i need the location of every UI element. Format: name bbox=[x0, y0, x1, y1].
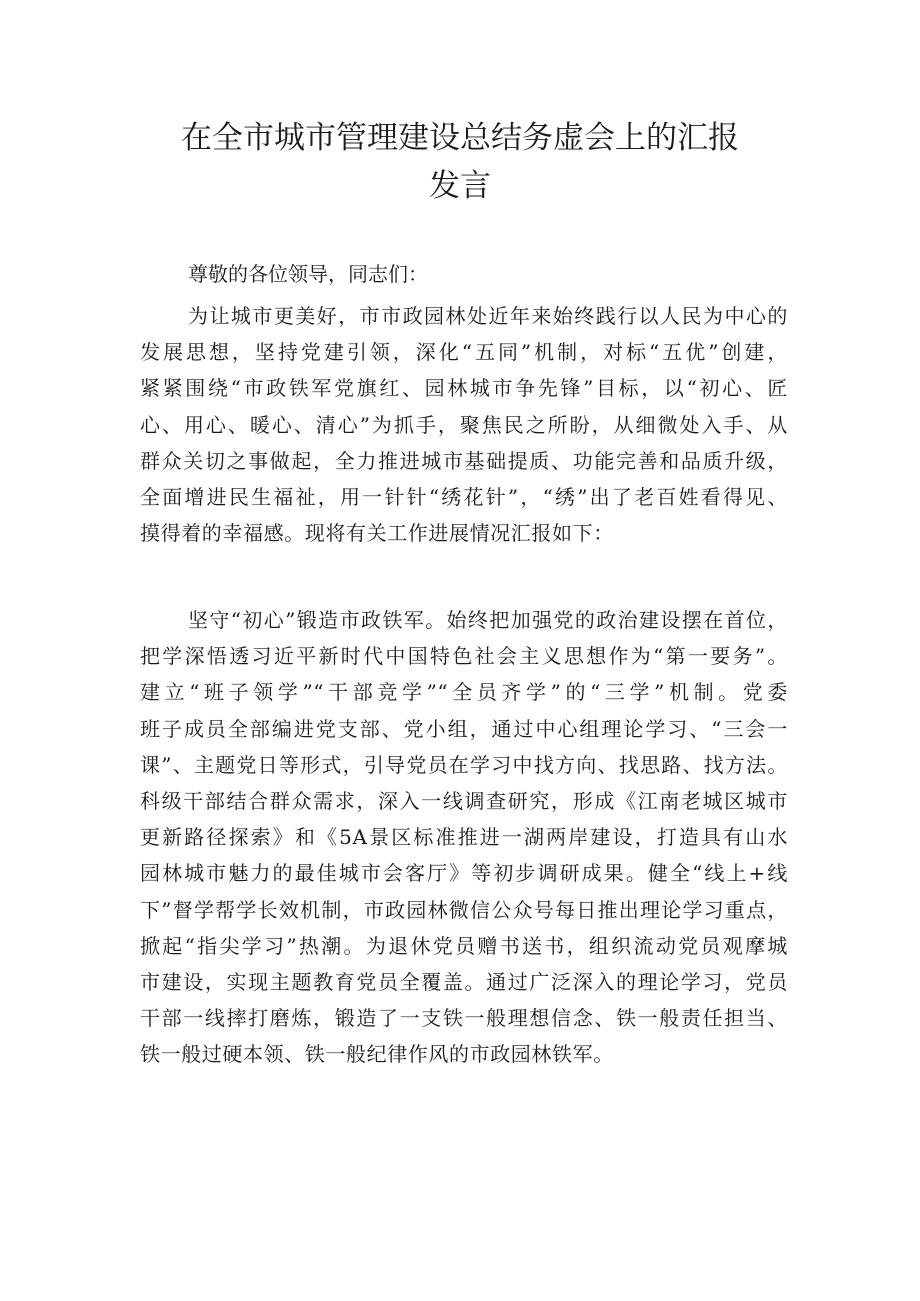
paragraph-line: 紧紧围绕“市政铁军党旗红、园林城市争先锋”目标，以“初心、匠 bbox=[140, 376, 788, 401]
paragraph-line: 全面增进民生福祉，用一针针“绣花针”，“绣”出了老百姓看得见、 bbox=[140, 485, 788, 510]
paragraph-line: 更新路径探索》和《5A景区标准推进一湖两岸建设，打造具有山水 bbox=[140, 825, 788, 850]
paragraph-line: 班子成员全部编进党支部、党小组，通过中心组理论学习、“三会一 bbox=[140, 716, 788, 741]
paragraph-line: 科级干部结合群众需求，深入一线调查研究，形成《江南老城区城市 bbox=[140, 789, 788, 814]
paragraph-line: 园林城市魅力的最佳城市会客厅》等初步调研成果。健全“线上+线 bbox=[140, 861, 788, 886]
paragraph-line: 课”、主题党日等形式，引导党员在学习中找方向、找思路、找方法。 bbox=[140, 752, 788, 777]
title-line: 发言 bbox=[429, 168, 491, 204]
paragraph-line: 下”督学帮学长效机制，市政园林微信公众号每日推出理论学习重点， bbox=[140, 897, 788, 922]
paragraph-line: 坚守“初心”锻造市政铁军。始终把加强党的政治建设摆在首位， bbox=[188, 608, 788, 632]
paragraph-line: 为让城市更美好，市市政园林处近年来始终践行以人民为中心的 bbox=[188, 304, 788, 328]
paragraph-line: 心、用心、暖心、清心”为抓手，聚焦民之所盼，从细微处入手、从 bbox=[140, 412, 788, 437]
paragraph-section-1 bbox=[140, 602, 788, 1073]
paragraph-line: 建立“班子领学”“干部竞学”“全员齐学”的“三学”机制。党委 bbox=[140, 680, 788, 705]
salutation: 尊敬的各位领导，同志们： bbox=[188, 262, 428, 286]
paragraph-line: 掀起“指尖学习”热潮。为退休党员赠书送书，组织流动党员观摩城 bbox=[140, 933, 788, 958]
paragraph-line: 把学深悟透习近平新时代中国特色社会主义思想作为“第一要务”。 bbox=[140, 644, 788, 669]
paragraph-line: 干部一线摔打磨炼，锻造了一支铁一般理想信念、铁一般责任担当、 bbox=[140, 1006, 788, 1031]
paragraph-line: 摸得着的幸福感。现将有关工作进展情况汇报如下： bbox=[140, 521, 614, 546]
paragraph-intro bbox=[140, 298, 788, 551]
title-line: 在全市城市管理建设总结务虚会上的汇报 bbox=[181, 120, 739, 156]
paragraph-line: 市建设，实现主题教育党员全覆盖。通过广泛深入的理论学习，党员 bbox=[140, 970, 788, 995]
paragraph-line: 铁一般过硬本领、铁一般纪律作风的市政园林铁军。 bbox=[140, 1042, 614, 1067]
paragraph-line: 群众关切之事做起，全力推进城市基础提质、功能完善和品质升级， bbox=[140, 448, 788, 473]
document-title bbox=[140, 114, 780, 210]
paragraph-line: 发展思想，坚持党建引领，深化“五同”机制，对标“五优”创建， bbox=[140, 340, 788, 365]
